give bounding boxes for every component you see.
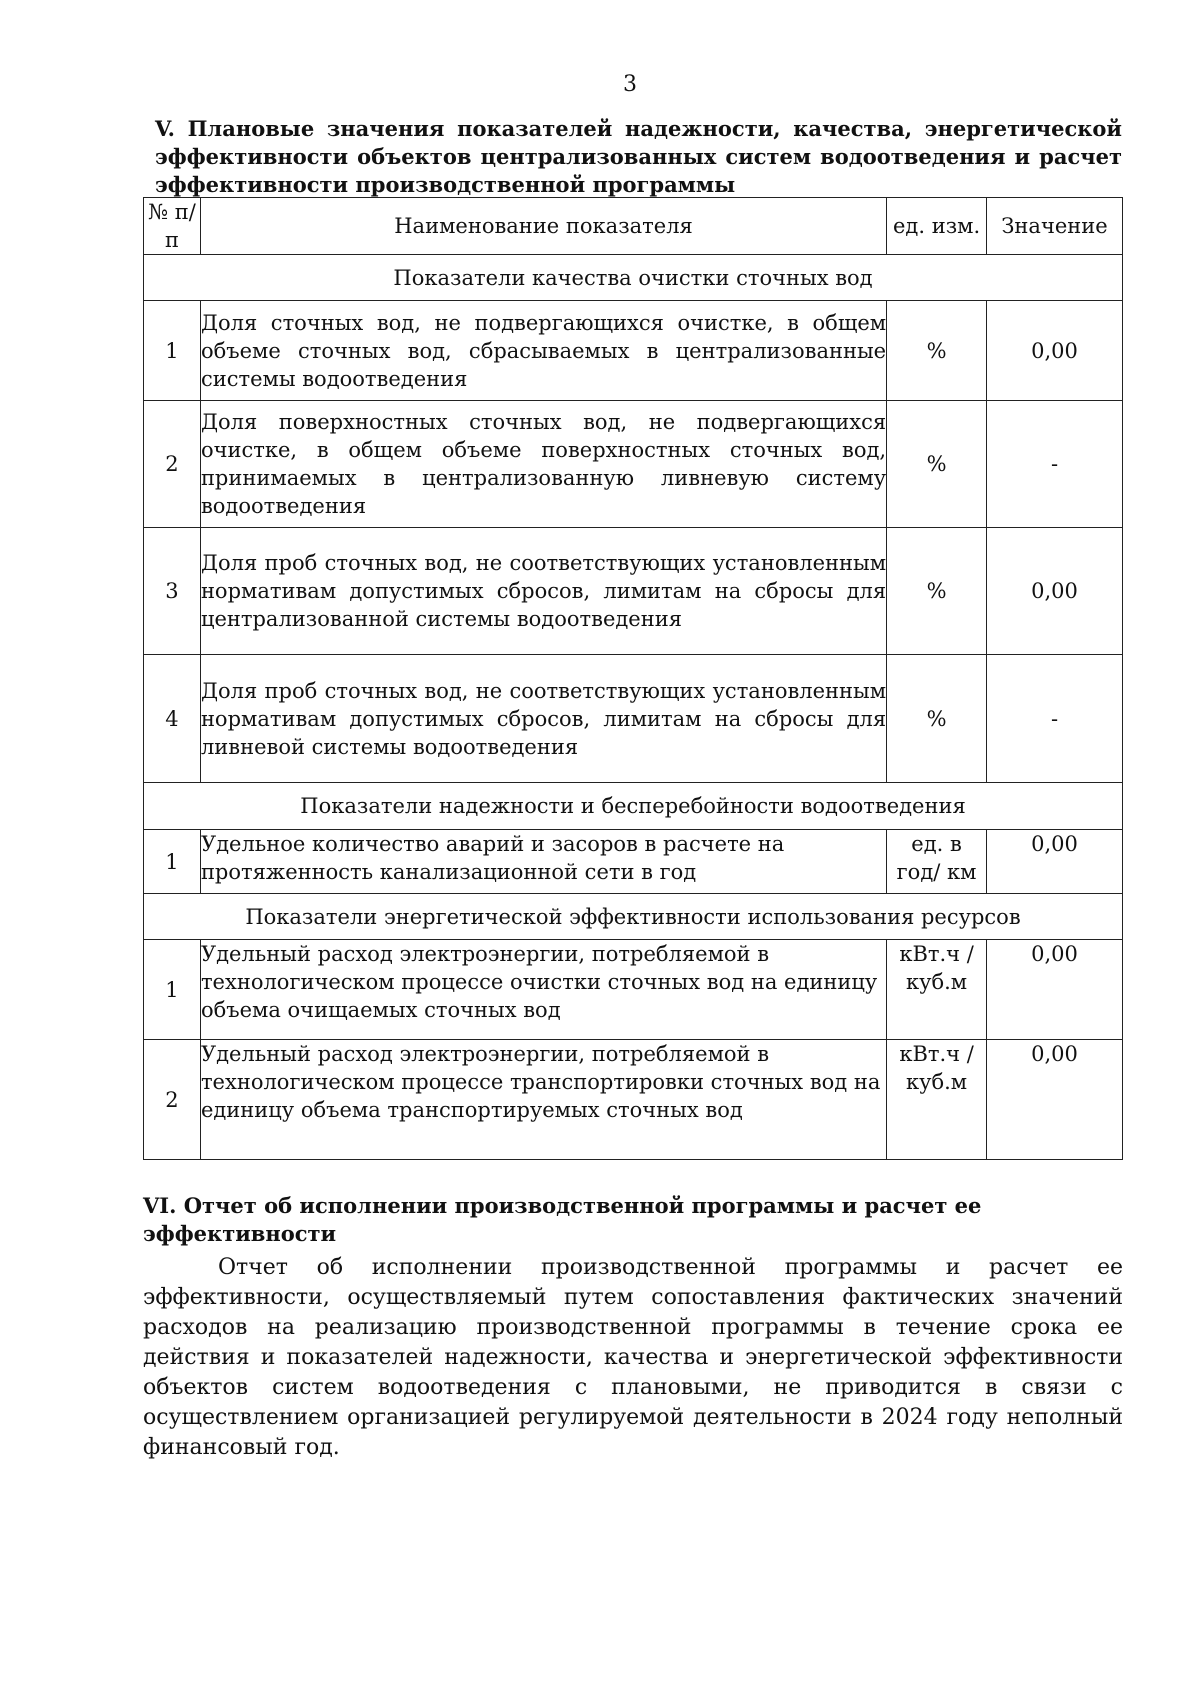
row-unit: кВт.ч / куб.м	[887, 940, 987, 1040]
row-unit: %	[887, 401, 987, 528]
row-name: Доля проб сточных вод, не соответствующих установленным нормативам допустимых сбросов, лимитам на сбросы для ливневой системы водоотведения	[200, 655, 886, 783]
row-name: Удельное количество аварий и засоров в расчете на протяженность канализационной сети в год	[200, 830, 886, 894]
table-row	[144, 401, 1123, 528]
header-num: № п/п	[144, 198, 201, 255]
header-unit: ед. изм.	[887, 198, 987, 255]
row-value: -	[987, 655, 1123, 783]
row-name: Доля сточных вод, не подвергающихся очистке, в общем объеме сточных вод, сбрасываемых в централизованные системы водоотведения	[200, 301, 886, 401]
group-row	[144, 255, 1123, 301]
row-num: 2	[144, 401, 201, 528]
row-value: 0,00	[987, 1040, 1123, 1160]
group-row	[144, 894, 1123, 940]
group-title-quality: Показатели качества очистки сточных вод	[144, 255, 1123, 301]
row-num: 1	[144, 301, 201, 401]
row-value: 0,00	[987, 301, 1123, 401]
table-header-row	[144, 198, 1123, 255]
row-unit: %	[887, 528, 987, 655]
table-row	[144, 655, 1123, 783]
row-name: Удельный расход электроэнергии, потребляемой в технологическом процессе очистки сточных вод на единицу объема очищаемых сточных вод	[200, 940, 886, 1040]
row-unit: %	[887, 655, 987, 783]
row-num: 4	[144, 655, 201, 783]
row-unit: %	[887, 301, 987, 401]
table-row	[144, 830, 1123, 894]
row-num: 2	[144, 1040, 201, 1160]
table-row	[144, 940, 1123, 1040]
section-5-title: V. Плановые значения показателей надежности, качества, энергетической эффективности объектов централизованных систем водоотведения и расчет эффективности производственной программы	[155, 116, 1122, 197]
row-num: 1	[144, 940, 201, 1040]
group-title-reliability: Показатели надежности и бесперебойности водоотведения	[144, 783, 1123, 830]
report-paragraph: Отчет об исполнении производственной программы и расчет ее эффективности, осуществляемый путем сопоставления фактических значений расходов на реализацию производственной программы в течение срока ее действия и показателей надежности, качества и энергетической эффективности объектов систем водоотведения с плановыми, не приводится в связи с осуществлением организацией регулируемой деятельности в 2024 году неполный финансовый год.	[143, 1255, 1123, 1460]
indicators-table	[143, 197, 1123, 1160]
table-row	[144, 301, 1123, 401]
table-row	[144, 528, 1123, 655]
row-value: -	[987, 401, 1123, 528]
row-num: 3	[144, 528, 201, 655]
header-value: Значение	[987, 198, 1123, 255]
row-name: Удельный расход электроэнергии, потребляемой в технологическом процессе транспортировки сточных вод на единицу объема транспортируемых сточных вод	[200, 1040, 886, 1160]
page-number: 3	[623, 72, 637, 97]
row-name: Доля проб сточных вод, не соответствующих установленным нормативам допустимых сбросов, лимитам на сбросы для централизованной системы водоотведения	[200, 528, 886, 655]
row-value: 0,00	[987, 528, 1123, 655]
group-row	[144, 783, 1123, 830]
row-value: 0,00	[987, 940, 1123, 1040]
row-name: Доля поверхностных сточных вод, не подвергающихся очистке, в общем объеме поверхностных сточных вод, принимаемых в централизованную ливневую систему водоотведения	[200, 401, 886, 528]
table-row	[144, 1040, 1123, 1160]
header-name: Наименование показателя	[200, 198, 886, 255]
row-value: 0,00	[987, 830, 1123, 894]
row-unit: кВт.ч / куб.м	[887, 1040, 987, 1160]
section-6-title: VI. Отчет об исполнении производственной программы и расчет ее эффективности	[143, 1193, 982, 1246]
row-num: 1	[144, 830, 201, 894]
row-unit: ед. в год/ км	[887, 830, 987, 894]
group-title-energy: Показатели энергетической эффективности использования ресурсов	[144, 894, 1123, 940]
